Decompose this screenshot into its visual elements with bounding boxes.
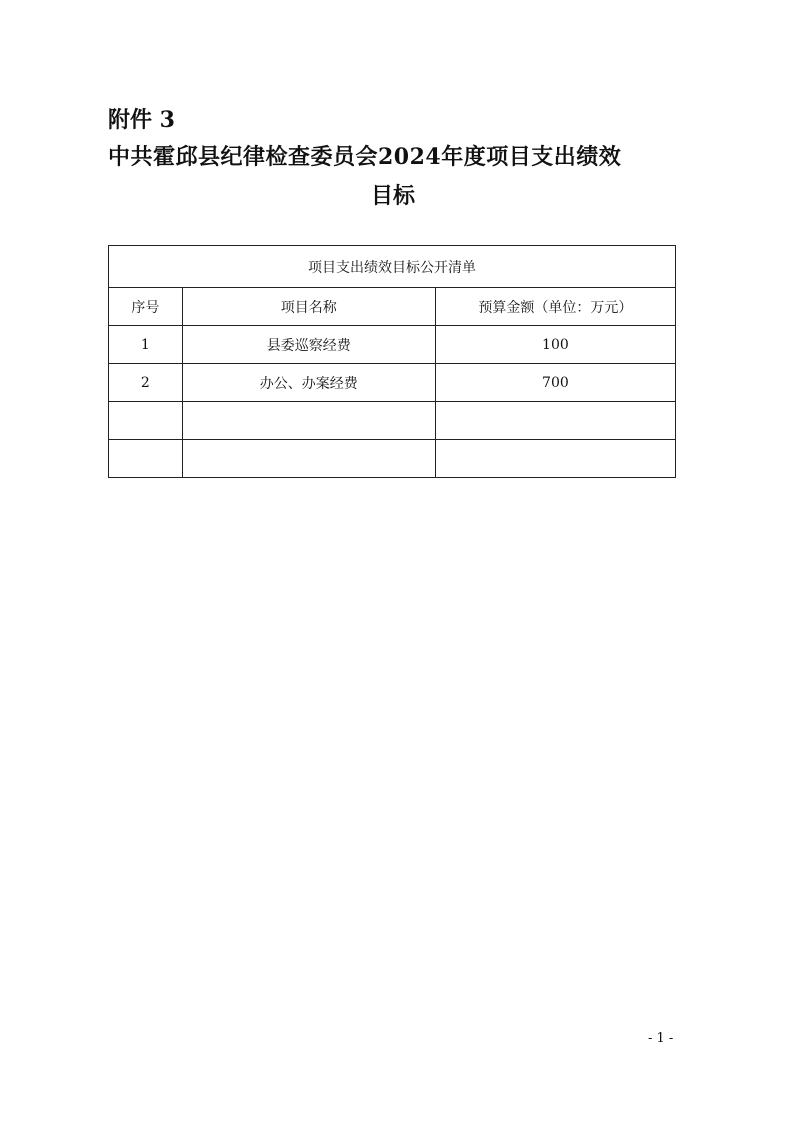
header-serial-number: 序号 xyxy=(109,288,183,326)
table-caption-row xyxy=(109,246,676,288)
table-row xyxy=(109,364,676,402)
page-number: - 1 - xyxy=(648,1031,674,1046)
table-cell xyxy=(109,402,183,440)
table-cell xyxy=(109,440,183,478)
document-title-line2: 目标 xyxy=(370,183,415,209)
table-cell xyxy=(182,402,435,440)
table-row xyxy=(109,326,676,364)
table-cell: 1 xyxy=(109,326,183,364)
table-cell: 办公、办案经费 xyxy=(182,364,435,402)
table-row xyxy=(109,440,676,478)
table-row xyxy=(109,402,676,440)
table-cell xyxy=(182,440,435,478)
header-budget-amount: 预算金额（单位：万元） xyxy=(435,288,675,326)
header-project-name: 项目名称 xyxy=(182,288,435,326)
table-caption: 项目支出绩效目标公开清单 xyxy=(109,246,676,288)
table-cell: 2 xyxy=(109,364,183,402)
document-title-line1: 中共霍邱县纪律检查委员会2024年度项目支出绩效 xyxy=(108,144,622,170)
table-cell: 700 xyxy=(435,364,675,402)
table-header-row xyxy=(109,288,676,326)
table-cell: 县委巡察经费 xyxy=(182,326,435,364)
table-cell: 100 xyxy=(435,326,675,364)
attachment-label: 附件 3 xyxy=(108,107,175,133)
performance-target-table xyxy=(108,245,676,478)
table-cell xyxy=(435,402,675,440)
table-cell xyxy=(435,440,675,478)
